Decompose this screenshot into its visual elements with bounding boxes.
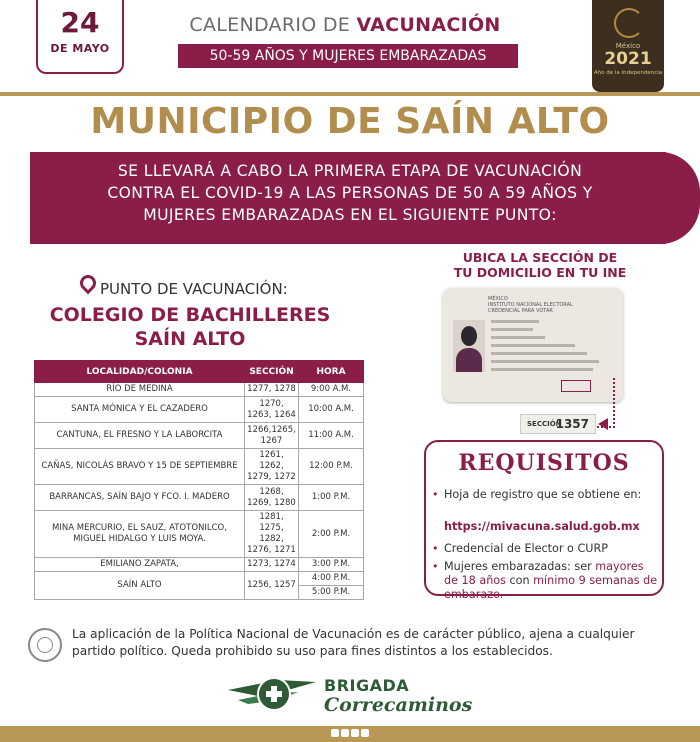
brigade-name: Correcaminos bbox=[324, 694, 473, 716]
requirement-text-connector: con bbox=[505, 574, 534, 587]
ine-card-institute: INSTITUTO NACIONAL ELECTORAL bbox=[488, 302, 573, 308]
locality-cell: SAÍN ALTO bbox=[35, 572, 245, 600]
registration-url[interactable]: https://mivacuna.salud.gob.mx bbox=[444, 520, 640, 533]
ine-line bbox=[491, 352, 587, 355]
calendar-subtitle: 50-59 AÑOS Y MUJERES EMBARAZADAS bbox=[178, 44, 518, 68]
announcement-line-1: SE LLEVARÁ A CABO LA PRIMERA ETAPA DE VACUNACIÓN bbox=[117, 162, 583, 180]
ine-photo-icon bbox=[453, 320, 485, 372]
column-header-locality: LOCALIDAD/COLONIA bbox=[35, 361, 245, 383]
mexico-2021-logo bbox=[592, 0, 664, 92]
social-icons bbox=[331, 729, 369, 739]
logo-year: 2021 bbox=[604, 49, 652, 69]
municipality-title: MUNICIPIO DE SAÍN ALTO bbox=[90, 101, 610, 142]
registration-link[interactable] bbox=[432, 520, 660, 534]
section-cell: 1256, 1257 bbox=[245, 572, 299, 600]
time-cell: 11:00 A.M. bbox=[299, 423, 364, 449]
bullet-icon: • bbox=[432, 542, 439, 555]
site-name-line-1: COLEGIO DE BACHILLERES bbox=[49, 304, 331, 326]
section-cell: 1261, 1262, 1279, 1272 bbox=[245, 449, 299, 485]
facebook-icon[interactable] bbox=[331, 729, 339, 737]
logo-caption: Año de la Independencia bbox=[593, 70, 663, 76]
locality-cell: MINA MERCURIO, EL SAUZ, ATOTONILCO, MIGUEL HIDALGO Y LUIS MOYA. bbox=[35, 511, 245, 558]
time-cell: 10:00 A.M. bbox=[299, 397, 364, 423]
bullet-icon: • bbox=[432, 560, 439, 573]
section-cell: 1266,1265, 1267 bbox=[245, 423, 299, 449]
table-row bbox=[35, 511, 364, 558]
pointer-arrow-icon bbox=[598, 418, 608, 430]
column-header-time: HORA bbox=[299, 361, 364, 383]
header-divider bbox=[0, 92, 700, 96]
requirement-item bbox=[432, 488, 660, 502]
table-row bbox=[35, 572, 364, 586]
ine-data-lines bbox=[491, 320, 611, 376]
column-header-section: SECCIÓN bbox=[245, 361, 299, 383]
section-value: 1357 bbox=[555, 417, 589, 431]
person-body-icon bbox=[456, 348, 482, 372]
site-name-line-2: SAÍN ALTO bbox=[134, 328, 246, 350]
time-cell: 3:00 P.M. bbox=[299, 558, 364, 572]
date-day: 24 bbox=[60, 6, 100, 39]
table-row bbox=[35, 449, 364, 485]
requirement-text: Credencial de Elector o CURP bbox=[444, 542, 608, 555]
ine-line bbox=[491, 328, 533, 331]
time-cell: 1:00 P.M. bbox=[299, 485, 364, 511]
ine-line bbox=[491, 336, 545, 339]
location-pin-icon bbox=[77, 272, 100, 295]
table-row bbox=[35, 397, 364, 423]
calendar-title-prefix: CALENDARIO DE bbox=[189, 14, 357, 36]
national-seal-icon bbox=[28, 628, 62, 662]
requirements-title: REQUISITOS bbox=[458, 450, 630, 476]
announcement-text bbox=[40, 160, 660, 226]
section-cell: 1273, 1274 bbox=[245, 558, 299, 572]
date-badge bbox=[36, 0, 124, 74]
section-cell: 1281, 1275, 1282, 1276, 1271 bbox=[245, 511, 299, 558]
requirement-item bbox=[432, 542, 660, 556]
ine-line bbox=[491, 320, 539, 323]
brigade-roadrunner-icon bbox=[228, 670, 316, 718]
time-cell: 9:00 A.M. bbox=[299, 383, 364, 397]
locality-cell: BARRANCAS, SAÍN BAJO Y FCO. I. MADERO bbox=[35, 485, 245, 511]
locality-cell: RÍO DE MEDINA bbox=[35, 383, 245, 397]
table-row bbox=[35, 423, 364, 449]
time-cell: 4:00 P.M. bbox=[299, 572, 364, 586]
ine-card-country: MÉXICO bbox=[488, 296, 508, 302]
bullet-icon: • bbox=[432, 488, 439, 501]
requirement-text: Hoja de registro que se obtiene en: bbox=[444, 488, 642, 501]
section-cell: 1270, 1263, 1264 bbox=[245, 397, 299, 423]
person-head-icon bbox=[461, 326, 477, 346]
vaccination-site-name bbox=[40, 303, 340, 351]
section-zoom-box bbox=[520, 414, 596, 434]
calendar-title bbox=[160, 14, 530, 36]
locality-cell: SANTA MÓNICA Y EL CAZADERO bbox=[35, 397, 245, 423]
ine-title-line-1: UBICA LA SECCIÓN DE bbox=[462, 250, 618, 265]
schedule-table bbox=[34, 360, 364, 600]
time-cell: 2:00 P.M. bbox=[299, 511, 364, 558]
announcement-line-3: MUJERES EMBARAZADAS EN EL SIGUIENTE PUNTO: bbox=[143, 206, 557, 224]
requirement-highlight-age: mayores de 18 años bbox=[444, 560, 644, 587]
instagram-icon[interactable] bbox=[351, 729, 359, 737]
legal-disclaimer: La aplicación de la Política Nacional de Vacunación es de carácter público, ajena a cualquier partido político. Queda prohibido su uso para fines distintos a los establecidos. bbox=[72, 627, 635, 658]
calendar-title-highlight: VACUNACIÓN bbox=[356, 14, 501, 36]
announcement-line-2: CONTRA EL COVID-19 A LAS PERSONAS DE 50 A 59 AÑOS Y bbox=[107, 184, 593, 202]
section-cell: 1277, 1278 bbox=[245, 383, 299, 397]
table-row bbox=[35, 383, 364, 397]
seal-eagle-icon bbox=[37, 637, 53, 653]
table-row bbox=[35, 558, 364, 572]
date-month: DE MAYO bbox=[50, 42, 110, 55]
ine-line bbox=[491, 360, 599, 363]
vaccination-point-label: PUNTO DE VACUNACIÓN: bbox=[100, 280, 288, 298]
table-header-row bbox=[35, 361, 364, 383]
section-cell: 1268, 1269, 1280 bbox=[245, 485, 299, 511]
youtube-icon[interactable] bbox=[361, 729, 369, 737]
requirement-text: Mujeres embarazadas: ser bbox=[444, 560, 596, 573]
ine-title-line-2: TU DOMICILIO EN TU INE bbox=[453, 265, 627, 280]
section-label: SECCIÓN bbox=[527, 420, 562, 428]
ine-instructions bbox=[440, 250, 640, 280]
requirement-highlight-weeks: mínimo 9 semanas de embarazo. bbox=[444, 574, 658, 601]
ine-line bbox=[491, 368, 593, 371]
ine-line bbox=[491, 344, 575, 347]
twitter-icon[interactable] bbox=[341, 729, 349, 737]
eagle-emblem-icon bbox=[614, 8, 644, 38]
brigade-label: BRIGADA bbox=[324, 676, 410, 695]
locality-cell: CANTUNA, EL FRESNO Y LA LABORCITA bbox=[35, 423, 245, 449]
requirement-item bbox=[432, 560, 660, 602]
table-row bbox=[35, 485, 364, 511]
time-cell: 5:00 P.M. bbox=[299, 586, 364, 600]
time-cell: 12:00 P.M. bbox=[299, 449, 364, 485]
ine-card-subtitle: CREDENCIAL PARA VOTAR bbox=[488, 308, 553, 314]
logo-country: México bbox=[615, 42, 641, 50]
locality-cell: EMILIANO ZAPATA, bbox=[35, 558, 245, 572]
locality-cell: CAÑAS, NICOLÁS BRAVO Y 15 DE SEPTIEMBRE bbox=[35, 449, 245, 485]
ine-card-header bbox=[488, 296, 573, 314]
